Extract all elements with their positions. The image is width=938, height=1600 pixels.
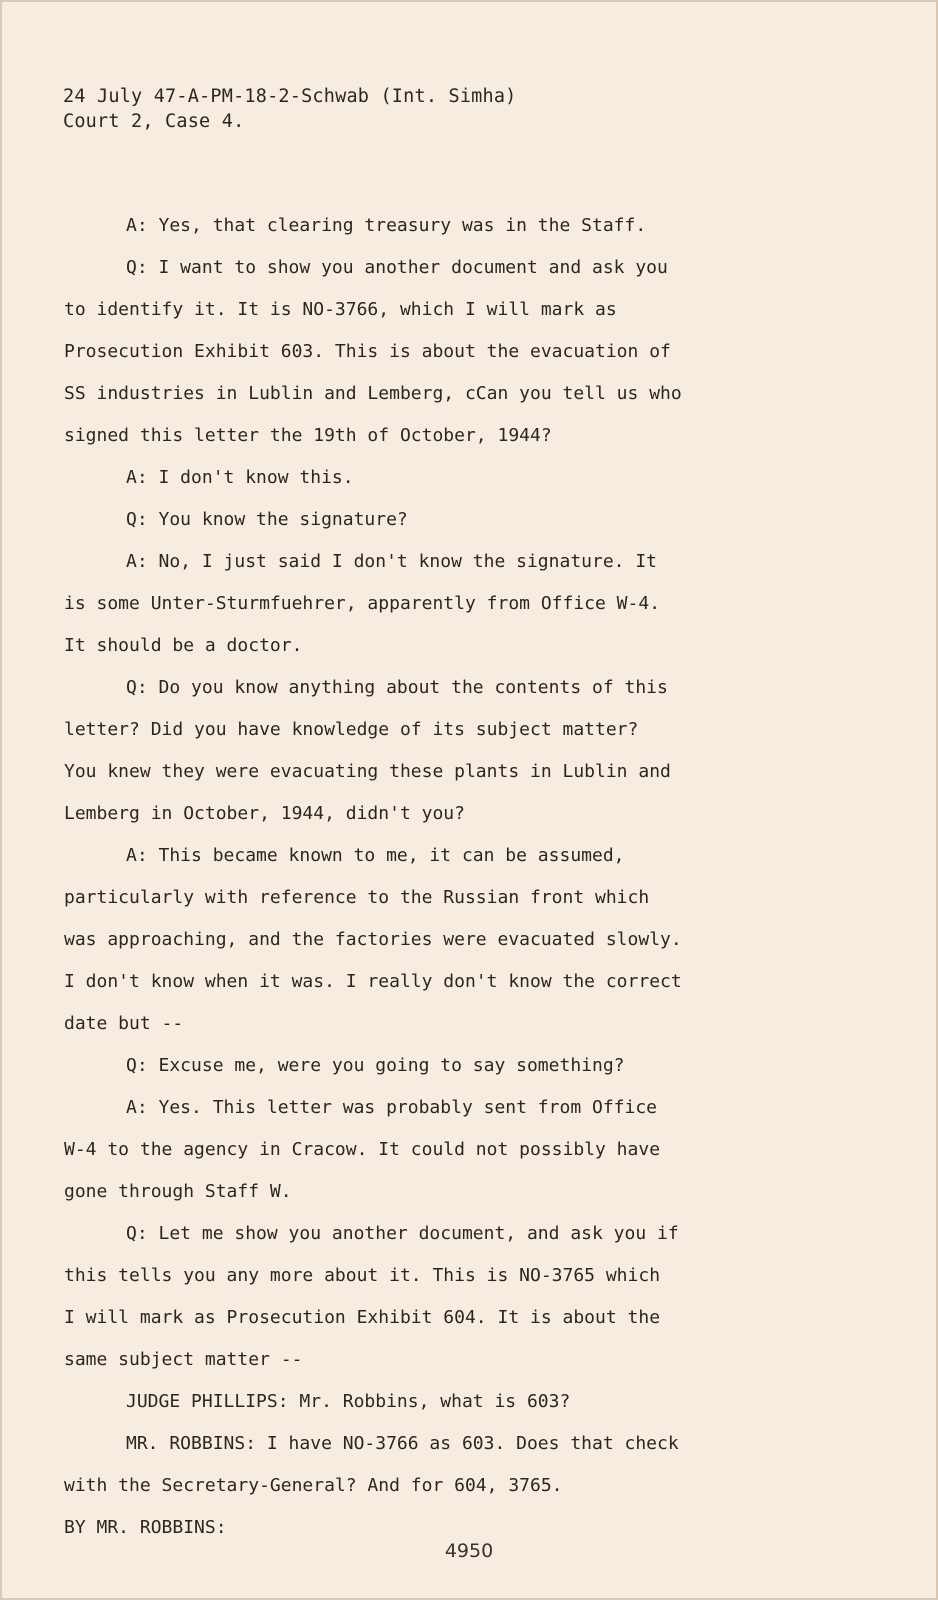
transcript-line: Q: Do you know anything about the contents of this bbox=[126, 677, 668, 698]
header-line-court: Court 2, Case 4. bbox=[63, 111, 245, 132]
header-line-session: 24 July 47-A-PM-18-2-Schwab (Int. Simha) bbox=[63, 86, 517, 107]
document-header bbox=[63, 84, 517, 134]
transcript-line: A: This became known to me, it can be assumed, bbox=[126, 845, 625, 866]
transcript-line: Q: You know the signature? bbox=[126, 509, 408, 530]
page-number: 4950 bbox=[444, 1540, 494, 1562]
transcript-line: I don't know when it was. I really don't know the correct bbox=[64, 971, 682, 992]
transcript-line: same subject matter -- bbox=[64, 1349, 303, 1370]
transcript-line: is some Unter-Sturmfuehrer, apparently from Office W-4. bbox=[64, 593, 661, 614]
transcript-line: W-4 to the agency in Cracow. It could not possibly have bbox=[64, 1139, 661, 1160]
transcript-line: signed this letter the 19th of October, 1944? bbox=[64, 425, 552, 446]
transcript-line: A: No, I just said I don't know the signature. It bbox=[126, 551, 658, 572]
transcript-line: letter? Did you have knowledge of its subject matter? bbox=[64, 719, 639, 740]
transcript-line: date but -- bbox=[64, 1013, 184, 1034]
transcript-line: Prosecution Exhibit 603. This is about the evacuation of bbox=[64, 341, 671, 362]
transcript-line: A: I don't know this. bbox=[126, 467, 354, 488]
transcript-line: SS industries in Lublin and Lemberg, cCan you tell us who bbox=[64, 383, 682, 404]
transcript-line: particularly with reference to the Russian front which bbox=[64, 887, 650, 908]
transcript-line: Q: I want to show you another document and ask you bbox=[126, 257, 668, 278]
transcript-line: this tells you any more about it. This is NO-3765 which bbox=[64, 1265, 661, 1286]
transcript-line: It should be a doctor. bbox=[64, 635, 303, 656]
transcript-line: I will mark as Prosecution Exhibit 604. It is about the bbox=[64, 1307, 661, 1328]
transcript-line: with the Secretary-General? And for 604, 3765. bbox=[64, 1475, 563, 1496]
transcript-line: to identify it. It is NO-3766, which I will mark as bbox=[64, 299, 617, 320]
transcript-line: gone through Staff W. bbox=[64, 1181, 292, 1202]
transcript-line: was approaching, and the factories were evacuated slowly. bbox=[64, 929, 682, 950]
transcript-body bbox=[64, 205, 794, 1549]
transcript-line: You knew they were evacuating these plants in Lublin and bbox=[64, 761, 671, 782]
transcript-line: Q: Excuse me, were you going to say something? bbox=[126, 1055, 625, 1076]
transcript-line: Q: Let me show you another document, and ask you if bbox=[126, 1223, 679, 1244]
transcript-line: BY MR. ROBBINS: bbox=[64, 1517, 227, 1538]
transcript-line: Lemberg in October, 1944, didn't you? bbox=[64, 803, 465, 824]
transcript-line: JUDGE PHILLIPS: Mr. Robbins, what is 603? bbox=[126, 1391, 571, 1412]
transcript-line: MR. ROBBINS: I have NO-3766 as 603. Does that check bbox=[126, 1433, 679, 1454]
transcript-line: A: Yes, that clearing treasury was in the Staff. bbox=[126, 215, 647, 236]
transcript-line: A: Yes. This letter was probably sent from Office bbox=[126, 1097, 658, 1118]
